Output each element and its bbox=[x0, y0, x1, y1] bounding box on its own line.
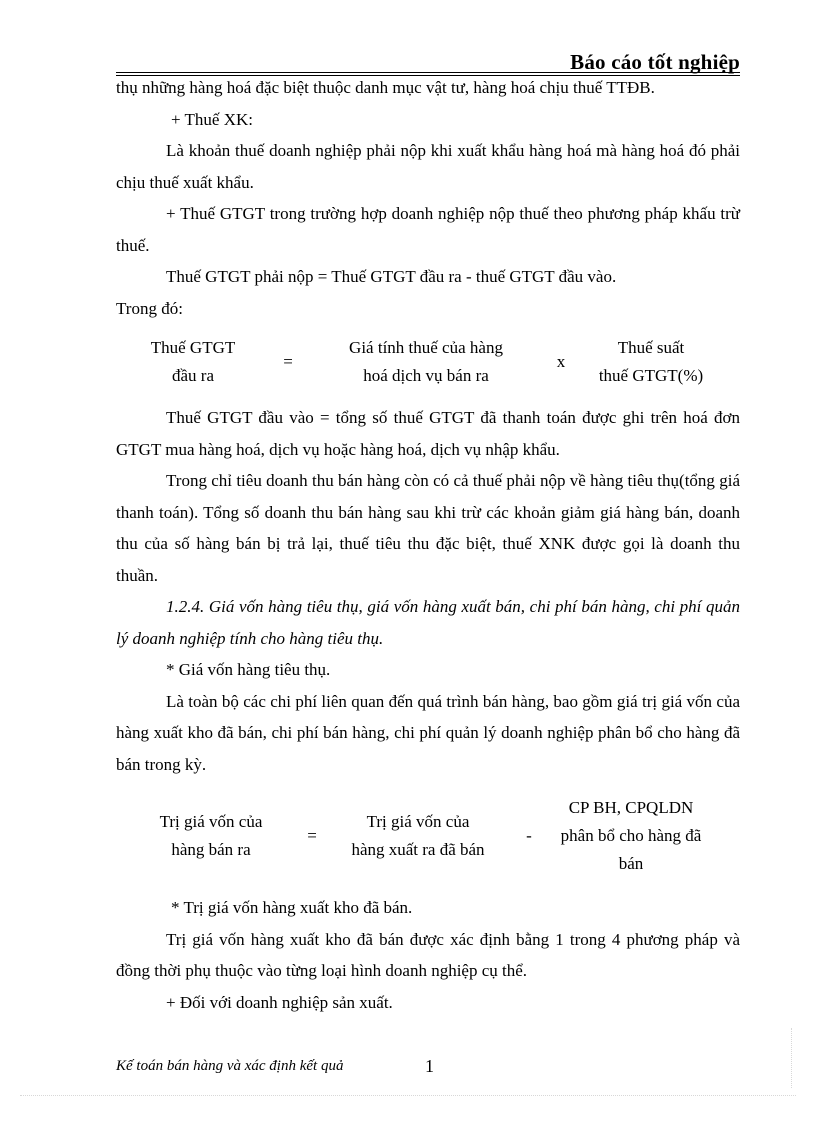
document-body bbox=[116, 72, 740, 1018]
vat-output-formula bbox=[116, 334, 740, 390]
paragraph: * Trị giá vốn hàng xuất kho đã bán. bbox=[171, 898, 413, 917]
page-border-bottom bbox=[20, 1095, 796, 1096]
paragraph: + Thuế GTGT trong trường hợp doanh nghiệp nộp thuế theo phương pháp khấu trừ thuế. bbox=[116, 204, 740, 255]
paragraph: Thuế GTGT phải nộp = Thuế GTGT đầu ra - thuế GTGT đầu vào. bbox=[166, 267, 617, 286]
equals-sign: = bbox=[283, 352, 293, 371]
minus-sign: - bbox=[526, 826, 532, 845]
footer-title: Kế toán bán hàng và xác định kết quả bbox=[116, 1058, 344, 1074]
multiply-sign: x bbox=[556, 352, 566, 371]
section-heading: 1.2.4. Giá vốn hàng tiêu thụ, giá vốn hàng xuất bán, chi phí bán hàng, chi phí quản lý doanh nghiệp tính cho hàng tiêu thụ. bbox=[116, 597, 740, 648]
page-header-title: Báo cáo tốt nghiệp bbox=[570, 50, 740, 74]
formula-term: Giá tính thuế của hàng hoá dịch vụ bán ra bbox=[349, 338, 503, 385]
formula-term: Trị giá vốn của hàng bán ra bbox=[159, 812, 263, 859]
formula-term: Thuế suất thuế GTGT(%) bbox=[598, 338, 704, 385]
paragraph: Là toàn bộ các chi phí liên quan đến quá trình bán hàng, bao gồm giá trị giá vốn của hàng xuất kho đã bán, chi phí bán hàng, chi phí quản lý doanh nghiệp phân bổ cho hàng đã bán trong kỳ. bbox=[116, 691, 740, 774]
paragraph: thụ những hàng hoá đặc biệt thuộc danh mục vật tư, hàng hoá chịu thuế TTĐB. bbox=[116, 78, 655, 97]
paragraph: Trong chỉ tiêu doanh thu bán hàng còn có cả thuế phải nộp về hàng tiêu thụ(tổng giá thanh toán). Tổng số doanh thu bán hàng sau khi trừ các khoản giảm giá hàng bán, doanh thu của số hàng bán bị trả lại, thuế tiêu thu đặc biệt, thuế XNK được gọi là doanh thu thuần. bbox=[116, 471, 740, 585]
paragraph: + Thuế XK: bbox=[171, 109, 253, 129]
formula-term: Trị giá vốn của hàng xuất ra đã bán bbox=[351, 812, 485, 859]
paragraph: Là khoản thuế doanh nghiệp phải nộp khi xuất khẩu hàng hoá mà hàng hoá đó phải chịu thuế xuất khẩu. bbox=[116, 141, 740, 192]
page-number: 1 bbox=[425, 1056, 434, 1076]
formula-term: Thuế GTGT đầu ra bbox=[150, 338, 236, 385]
paragraph: Thuế GTGT đầu vào = tổng số thuế GTGT đã thanh toán được ghi trên hoá đơn GTGT mua hàng hoá, dịch vụ hoặc hàng hoá, dịch vụ nhập khẩu. bbox=[116, 408, 740, 459]
paragraph: + Đối với doanh nghiệp sản xuất. bbox=[166, 992, 393, 1012]
equals-sign: = bbox=[307, 826, 317, 845]
formula-term: CP BH, CPQLDN phân bổ cho hàng đã bán bbox=[560, 798, 702, 873]
page-border-right bbox=[791, 1028, 792, 1088]
paragraph: Trong đó: bbox=[116, 298, 183, 318]
cost-of-goods-formula bbox=[116, 794, 740, 878]
paragraph: Trị giá vốn hàng xuất kho đã bán được xác định bằng 1 trong 4 phương pháp và đồng thời phụ thuộc vào từng loại hình doanh nghiệp cụ thể. bbox=[116, 929, 740, 980]
paragraph: * Giá vốn hàng tiêu thụ. bbox=[166, 660, 331, 679]
